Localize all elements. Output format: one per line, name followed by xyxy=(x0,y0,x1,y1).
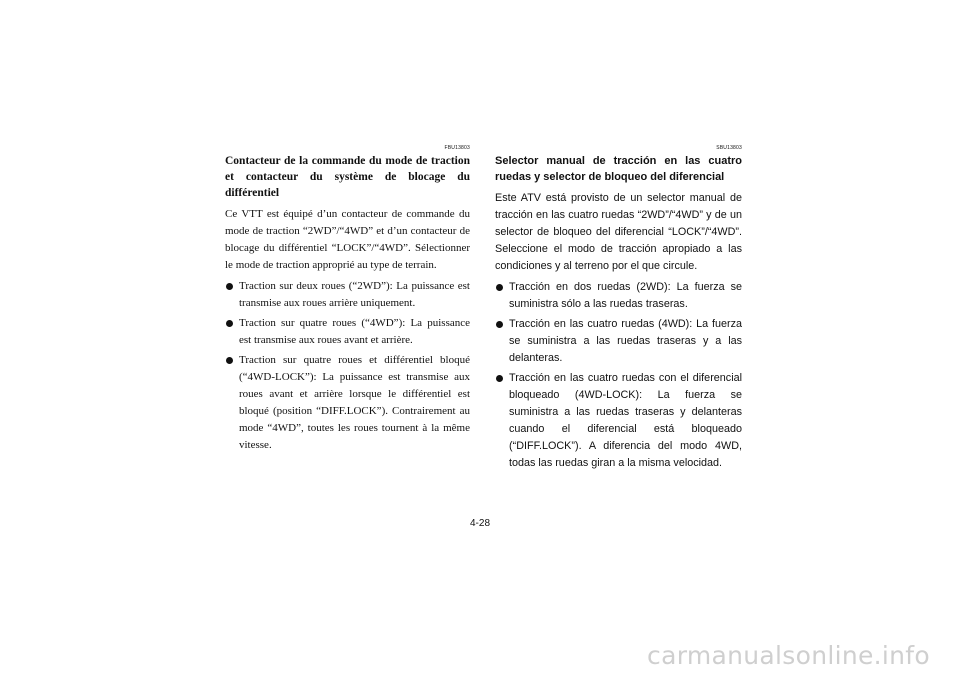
list-item-text: Tracción en las cuatro ruedas (4WD): La fuerza se suministra a las ruedas traseras y a las delanteras. xyxy=(509,318,742,364)
bullet-list xyxy=(495,279,742,472)
list-item xyxy=(225,352,470,454)
watermark-text: carmanualsonline.info xyxy=(647,641,930,670)
bullet-icon xyxy=(226,357,233,364)
list-item xyxy=(225,315,470,349)
intro-paragraph: Ce VTT est équipé d’un contacteur de commande du mode de traction “2WD”/“4WD” et d’un contacteur de blocage du différentiel “LOCK”/“4WD”. Sélectionner le mode de traction approprié au type de terrain. xyxy=(225,208,470,271)
section-heading: Contacteur de la commande du mode de traction et contacteur du système de blocage du différentiel xyxy=(225,155,470,199)
section-heading: Selector manual de tracción en las cuatro ruedas y selector de bloqueo del diferencial xyxy=(495,155,742,183)
spanish-column xyxy=(495,145,742,475)
list-item xyxy=(495,370,742,472)
list-item xyxy=(495,316,742,367)
list-item xyxy=(495,279,742,313)
french-column xyxy=(225,145,470,457)
list-item xyxy=(225,278,470,312)
bullet-icon xyxy=(496,375,503,382)
bullet-icon xyxy=(496,321,503,328)
list-item-text: Traction sur quatre roues et différentiel bloqué (“4WD-LOCK”): La puissance est transmise aux roues avant et arrière lorsque le différentiel est bloqué (position “DIFF.LOCK”). Contrairement au mode “4WD”, toutes les roues tournent à la même vitesse. xyxy=(239,354,470,451)
intro-paragraph: Este ATV está provisto de un selector manual de tracción en las cuatro ruedas “2WD”/“4WD” y de un selector de bloqueo del diferencial “LOCK”/“4WD”. Seleccione el modo de tracción apropiado a las condiciones y al terreno por el que circule. xyxy=(495,192,742,272)
list-item-text: Traction sur quatre roues (“4WD”): La puissance est transmise aux roues avant et arrière. xyxy=(239,317,470,346)
list-item-text: Tracción en dos ruedas (2WD): La fuerza se suministra sólo a las ruedas traseras. xyxy=(509,281,742,310)
section-code: SBU13803 xyxy=(716,145,742,151)
list-item-text: Traction sur deux roues (“2WD”): La puissance est transmise aux roues arrière uniquement. xyxy=(239,280,470,309)
page-number: 4-28 xyxy=(470,518,491,529)
bullet-icon xyxy=(226,283,233,290)
section-code: FBU13803 xyxy=(444,145,470,151)
bullet-icon xyxy=(496,284,503,291)
bullet-icon xyxy=(226,320,233,327)
bullet-list xyxy=(225,278,470,454)
list-item-text: Tracción en las cuatro ruedas con el diferencial bloqueado (4WD-LOCK): La fuerza se suministra a las ruedas traseras y delanteras cuando el diferencial está bloqueado (“DIFF.LOCK”). A diferencia del modo 4WD, todas las ruedas giran a la misma velocidad. xyxy=(509,372,742,469)
